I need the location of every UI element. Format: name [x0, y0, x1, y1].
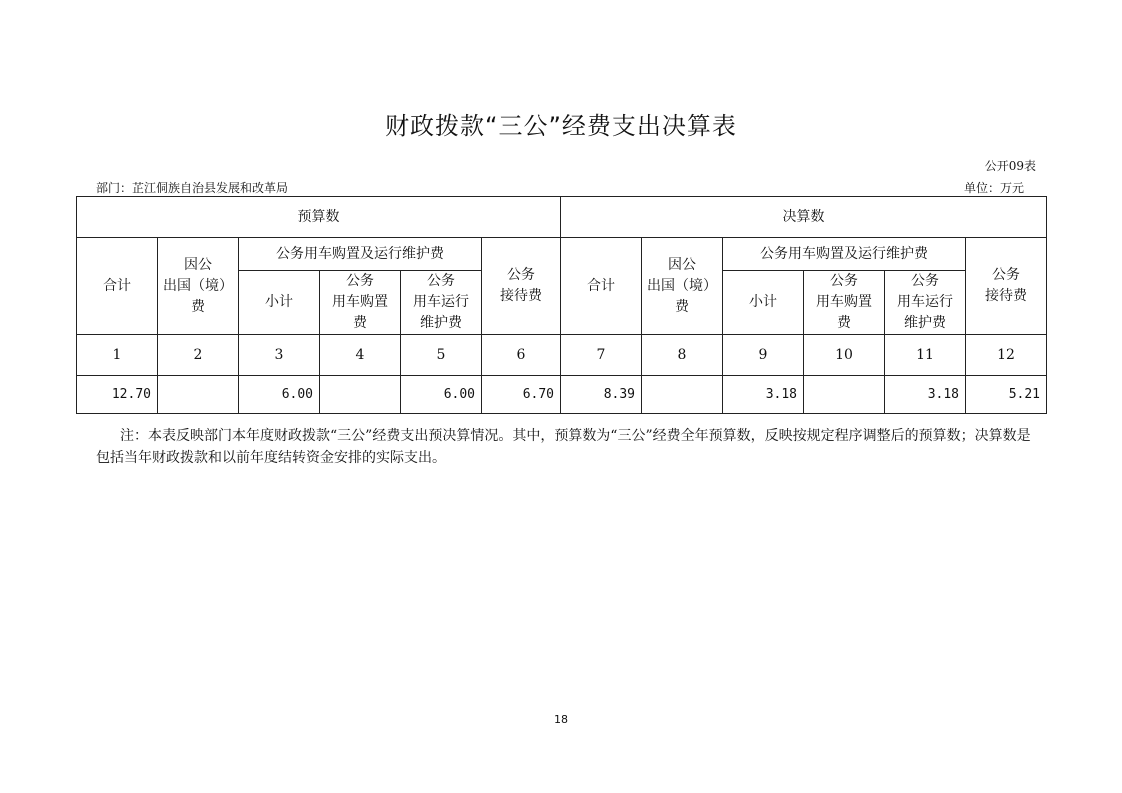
final-subtotal-value: 3.18: [723, 376, 804, 414]
final-abroad-value: [642, 376, 723, 414]
index-cell: 11: [885, 335, 966, 376]
budget-abroad-value: [158, 376, 239, 414]
index-cell: 5: [401, 335, 482, 376]
index-cell: 4: [320, 335, 401, 376]
budget-vehicle-purchase-header: 公务 用车购置 费: [320, 271, 401, 335]
final-header: 决算数: [561, 197, 1047, 238]
index-cell: 7: [561, 335, 642, 376]
page-number: 18: [554, 713, 568, 726]
index-cell: 8: [642, 335, 723, 376]
final-vehicle-operation-value: 3.18: [885, 376, 966, 414]
final-subtotal-header: 小计: [723, 271, 804, 335]
header-row-top: [77, 197, 1047, 238]
unit-label: 单位：万元: [963, 181, 1024, 195]
index-row: [77, 335, 1047, 376]
index-cell: 2: [158, 335, 239, 376]
final-vehicle-group-header: 公务用车购置及运行维护费: [723, 238, 966, 271]
final-total-header: 合计: [561, 238, 642, 335]
index-cell: 1: [77, 335, 158, 376]
budget-vehicle-operation-header: 公务 用车运行 维护费: [401, 271, 482, 335]
budget-total-value: 12.70: [77, 376, 158, 414]
final-reception-value: 5.21: [966, 376, 1047, 414]
header-row-middle: [77, 238, 1047, 271]
final-total-value: 8.39: [561, 376, 642, 414]
form-code: 公开09表: [984, 159, 1036, 173]
budget-header: 预算数: [77, 197, 561, 238]
index-cell: 10: [804, 335, 885, 376]
data-row: [77, 376, 1047, 414]
index-cell: 6: [482, 335, 561, 376]
budget-subtotal-value: 6.00: [239, 376, 320, 414]
budget-vehicle-operation-value: 6.00: [401, 376, 482, 414]
final-reception-header: 公务 接待费: [966, 238, 1047, 335]
index-cell: 3: [239, 335, 320, 376]
final-vehicle-purchase-value: [804, 376, 885, 414]
page-title: 财政拨款“三公”经费支出决算表: [385, 112, 737, 140]
budget-vehicle-group-header: 公务用车购置及运行维护费: [239, 238, 482, 271]
expense-table: [76, 196, 1047, 414]
budget-reception-value: 6.70: [482, 376, 561, 414]
budget-abroad-header: 因公 出国（境） 费: [158, 238, 239, 335]
table-note: 注：本表反映部门本年度财政拨款“三公”经费支出预决算情况。其中，预算数为“三公”经费全年预算数，反映按规定程序调整后的预算数；决算数是包括当年财政拨款和以前年度结转资金安排的实际支出。: [96, 428, 1031, 466]
final-abroad-header: 因公 出国（境） 费: [642, 238, 723, 335]
final-vehicle-operation-header: 公务 用车运行 维护费: [885, 271, 966, 335]
department-label: 部门：芷江侗族自治县发展和改革局: [96, 181, 289, 195]
budget-reception-header: 公务 接待费: [482, 238, 561, 335]
final-vehicle-purchase-header: 公务 用车购置 费: [804, 271, 885, 335]
budget-vehicle-purchase-value: [320, 376, 401, 414]
budget-total-header: 合计: [77, 238, 158, 335]
index-cell: 9: [723, 335, 804, 376]
index-cell: 12: [966, 335, 1047, 376]
budget-subtotal-header: 小计: [239, 271, 320, 335]
